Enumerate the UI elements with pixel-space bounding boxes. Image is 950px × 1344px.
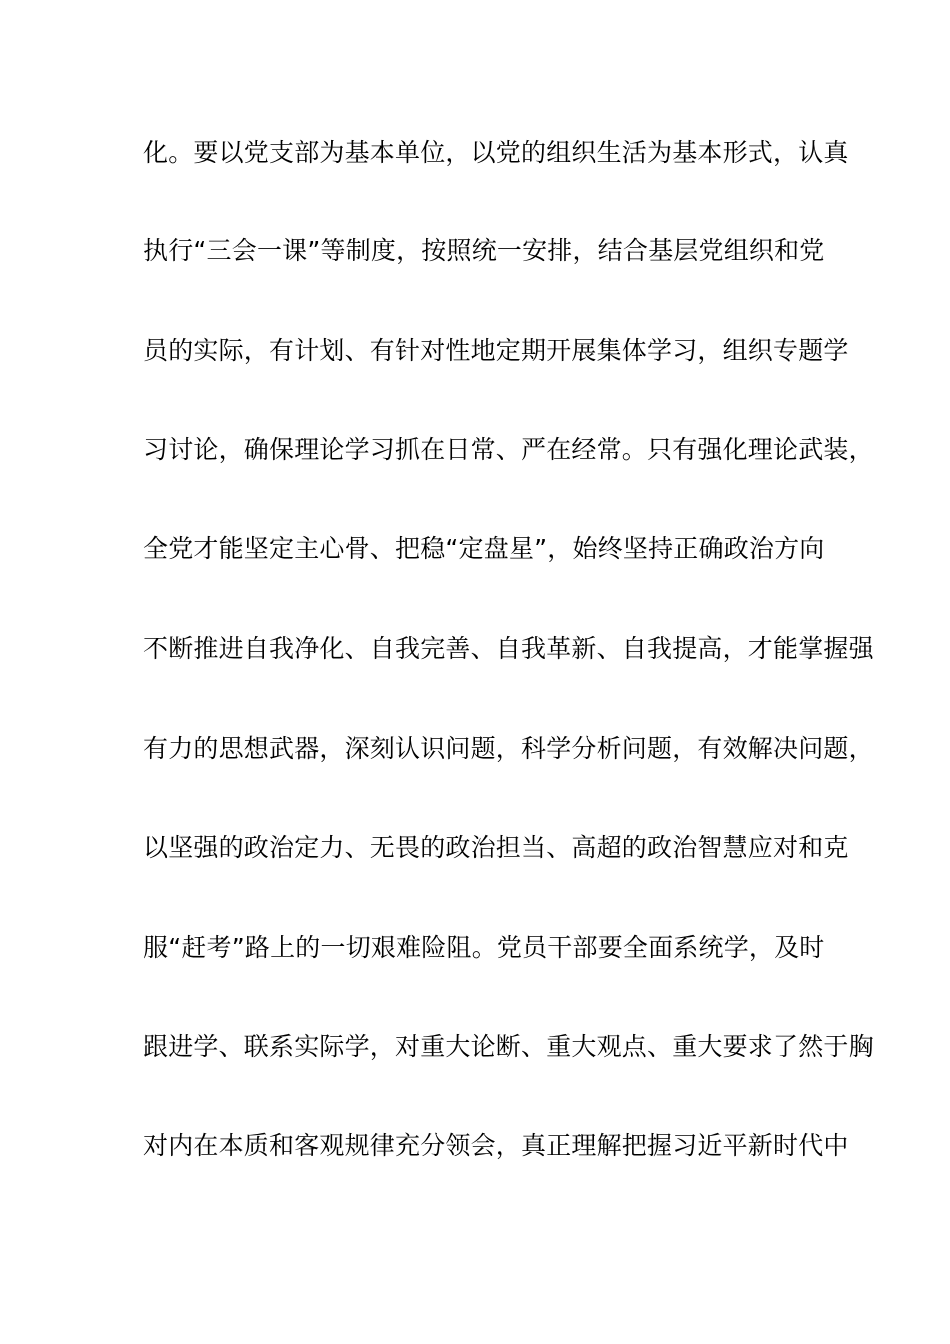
text-line: 化。要以党支部为基本单位，以党的组织生活为基本形式，认真 [143, 138, 849, 167]
text-line: 全党才能坚定主心骨、把稳“定盘星”，始终坚持正确政治方向 [143, 534, 825, 563]
text-line: 有力的思想武器，深刻认识问题，科学分析问题，有效解决问题， [143, 734, 874, 763]
text-line: 跟进学、联系实际学，对重大论断、重大观点、重大要求了然于胸 [143, 1032, 874, 1061]
text-line: 以坚强的政治定力、无畏的政治担当、高超的政治智慧应对和克 [143, 833, 849, 862]
text-line: 执行“三会一课”等制度，按照统一安排，结合基层党组织和党 [143, 236, 825, 265]
text-line: 对内在本质和客观规律充分领会，真正理解把握习近平新时代中 [143, 1131, 849, 1160]
text-line: 员的实际，有计划、有针对性地定期开展集体学习，组织专题学 [143, 336, 849, 365]
text-line: 习讨论，确保理论学习抓在日常、严在经常。只有强化理论武装， [143, 435, 874, 464]
text-line: 服“赶考”路上的一切艰难险阻。党员干部要全面系统学，及时 [143, 933, 825, 962]
text-line: 不断推进自我净化、自我完善、自我革新、自我提高，才能掌握强 [143, 634, 874, 663]
